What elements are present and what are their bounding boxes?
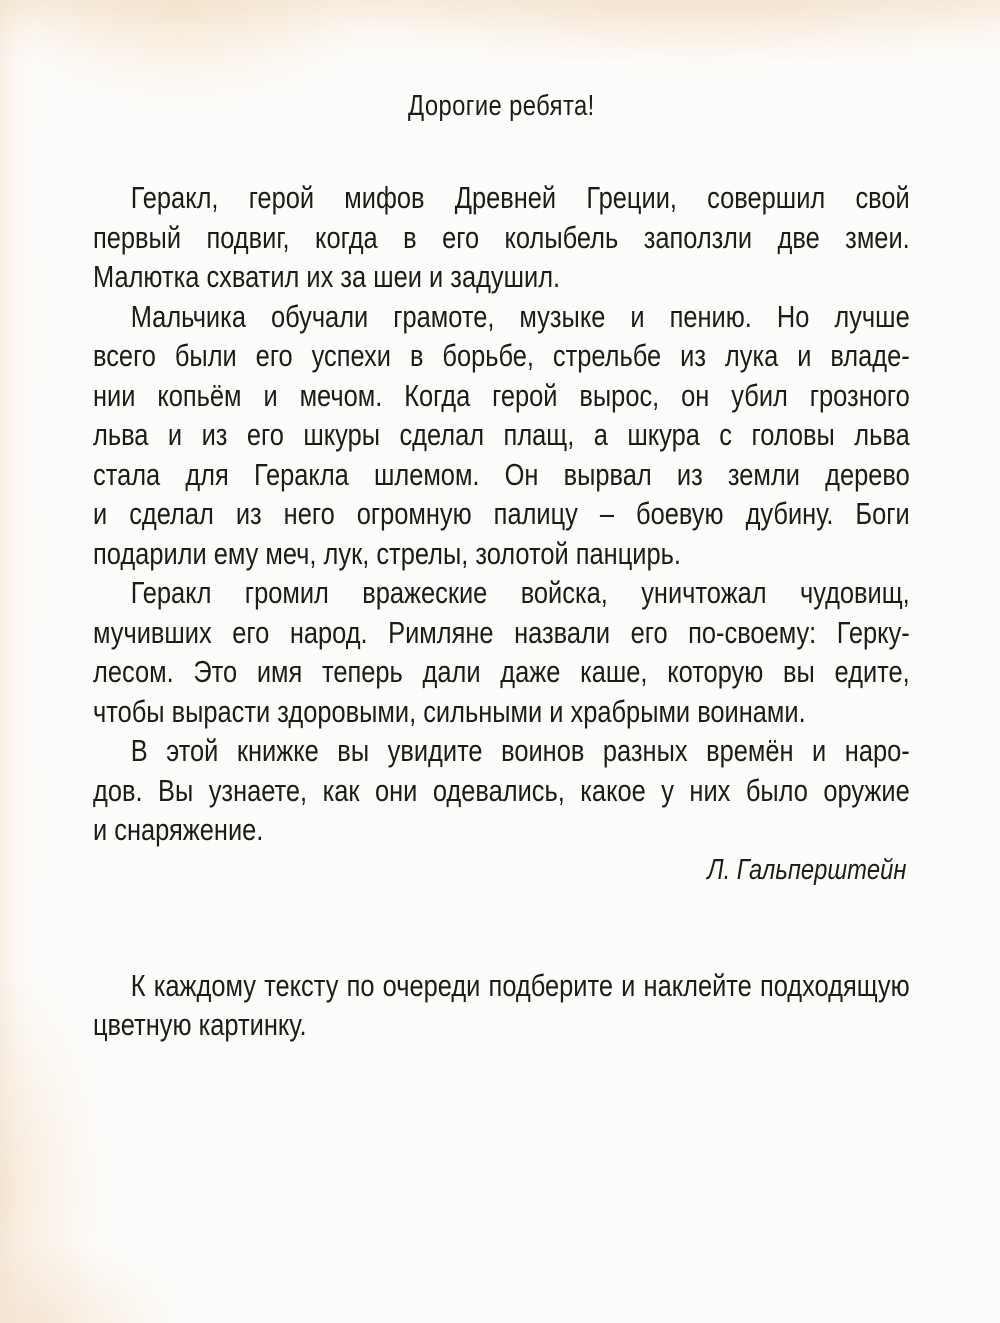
paragraph-hercules-youth bbox=[93, 297, 910, 574]
paragraph-hercules-first-feat bbox=[93, 178, 910, 297]
text-line: нии копьём и мечом. Когда герой вырос, он убил грозного bbox=[93, 377, 910, 413]
author-signature: Л. Гальперштейн bbox=[707, 853, 907, 886]
text-line: стала для Геракла шлемом. Он вырвал из земли дерево bbox=[93, 456, 910, 492]
paragraph-hercules-deeds bbox=[93, 573, 910, 731]
text-line: Геракл громил вражеские войска, уничтожал чудовищ, bbox=[130, 575, 910, 610]
text-line: всего были его успехи в борьбе, стрельбе из лука и владе- bbox=[93, 338, 910, 373]
text-line: дов. Вы узнаете, как они одевались, какое у них было оружие bbox=[93, 772, 910, 808]
text-line: Мальчика обучали грамоте, музыке и пению. Но лучше bbox=[130, 298, 910, 334]
text-line: первый подвиг, когда в его колыбель заползли две змеи. bbox=[93, 219, 910, 255]
text-line: мучивших его народ. Римляне назвали его по-своему: Герку- bbox=[93, 614, 910, 650]
text-line: и снаряжение. bbox=[93, 812, 264, 847]
text-line: подарили ему меч, лук, стрелы, золотой панцирь. bbox=[93, 535, 681, 571]
paragraph-book-intro bbox=[93, 731, 910, 850]
text-line: В этой книжке вы увидите воинов разных времён и наро- bbox=[130, 733, 910, 768]
instruction-note bbox=[93, 966, 910, 1045]
text-line: Геракл, герой мифов Древней Греции, совершил свой bbox=[130, 180, 910, 215]
page-title: Дорогие ребята! bbox=[408, 90, 595, 122]
text-line: чтобы вырасти здоровыми, сильными и храбрыми воинами. bbox=[93, 693, 806, 729]
text-line: К каждому тексту по очереди подберите и наклейте подходящую bbox=[130, 967, 910, 1003]
text-line: льва и из его шкуры сделал плащ, а шкура с головы льва bbox=[93, 417, 910, 452]
text-block bbox=[93, 88, 910, 1045]
text-line: и сделал из него огромную палицу – боевую дубину. Боги bbox=[93, 496, 910, 531]
text-line: цветную картинку. bbox=[93, 1007, 307, 1042]
text-line: Малютка схватил их за шеи и задушил. bbox=[93, 259, 561, 294]
text-line: лесом. Это имя теперь дали даже каше, которую вы едите, bbox=[93, 654, 910, 689]
